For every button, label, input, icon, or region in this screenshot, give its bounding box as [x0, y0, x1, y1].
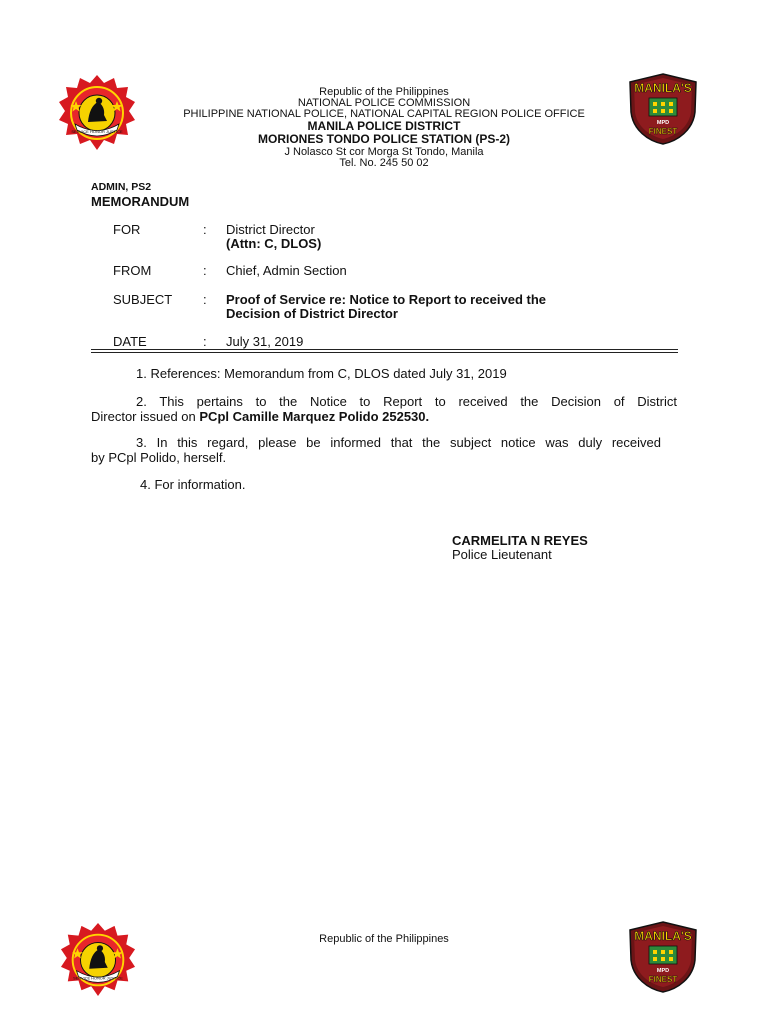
- letterhead-mpd: MANILA POLICE DISTRICT: [307, 119, 461, 133]
- letterhead-republic: Republic of the Philippines: [319, 86, 449, 98]
- footer-badge-top-text: MANILA'S: [634, 929, 692, 943]
- paragraph-1: 1. References: Memorandum from C, DLOS dated July 31, 2019: [136, 366, 507, 381]
- badge-top-text: MANILA'S: [634, 81, 692, 95]
- left-pnp-seal-logo: [58, 74, 136, 152]
- for-value: District Director: [226, 222, 315, 237]
- signatory-title: Police Lieutenant: [452, 547, 552, 562]
- paragraph-3-line-2: by PCpl Polido, herself.: [91, 450, 227, 465]
- footer-badge-bottom-text: FINEST: [648, 975, 678, 984]
- letterhead-telephone: Tel. No. 245 50 02: [339, 157, 429, 169]
- letterhead-address: J Nolasco St cor Morga St Tondo, Manila: [284, 146, 484, 158]
- date-value: July 31, 2019: [226, 334, 304, 349]
- subject-line-2: Decision of District Director: [226, 306, 398, 321]
- from-label: FROM: [113, 263, 152, 278]
- paragraph-2-line-2: [91, 409, 429, 425]
- letterhead-station: MORIONES TONDO POLICE STATION (PS-2): [257, 132, 510, 146]
- subject-label: SUBJECT: [113, 292, 173, 307]
- badge-mid-text: MPD: [656, 120, 670, 126]
- signatory-name: CARMELITA N REYES: [452, 533, 588, 548]
- paragraph-2-prefix: Director issued on: [91, 409, 200, 424]
- subject-colon: :: [203, 292, 207, 307]
- footer-republic: Republic of the Philippines: [319, 933, 449, 945]
- header-divider: [91, 349, 678, 350]
- footer-badge-mid-text: MPD: [656, 968, 670, 974]
- paragraph-4: 4. For information.: [140, 477, 246, 492]
- right-manilas-finest-badge-logo: [626, 72, 700, 146]
- letterhead-napolcom: NATIONAL POLICE COMMISSION: [297, 97, 471, 109]
- office-code: ADMIN, PS2: [91, 181, 152, 193]
- for-attn: (Attn: C, DLOS): [226, 236, 322, 251]
- header-divider-second: [91, 352, 678, 353]
- paragraph-2-line-1: 2. This pertains to the Notice to Report to received the Decision of District: [136, 394, 677, 409]
- footer-right-manilas-finest-badge-logo: [626, 920, 700, 994]
- paragraph-3-line-1: 3. In this regard, please be informed that the subject notice was duly received: [136, 435, 661, 450]
- memo-type: MEMORANDUM: [91, 194, 190, 209]
- date-colon: :: [203, 334, 207, 349]
- left-seal-ribbon-text: SERVICE HONOR JUSTICE: [71, 129, 123, 134]
- subject-line-1: Proof of Service re: Notice to Report to received the: [226, 292, 547, 307]
- from-value: Chief, Admin Section: [226, 263, 347, 278]
- badge-bottom-text: FINEST: [648, 127, 678, 136]
- for-colon: :: [203, 222, 207, 237]
- for-label: FOR: [113, 222, 141, 237]
- footer-seal-ribbon-text: SERVICE HONOR JUSTICE: [73, 975, 123, 981]
- letterhead-pnp-ncrpo: PHILIPPINE NATIONAL POLICE, NATIONAL CAPITAL REGION POLICE OFFICE: [183, 108, 585, 120]
- date-label: DATE: [113, 334, 147, 349]
- footer-left-pnp-seal-logo: [60, 922, 136, 998]
- from-colon: :: [203, 263, 207, 278]
- paragraph-2-bold-name: PCpl Camille Marquez Polido 252530.: [199, 409, 430, 424]
